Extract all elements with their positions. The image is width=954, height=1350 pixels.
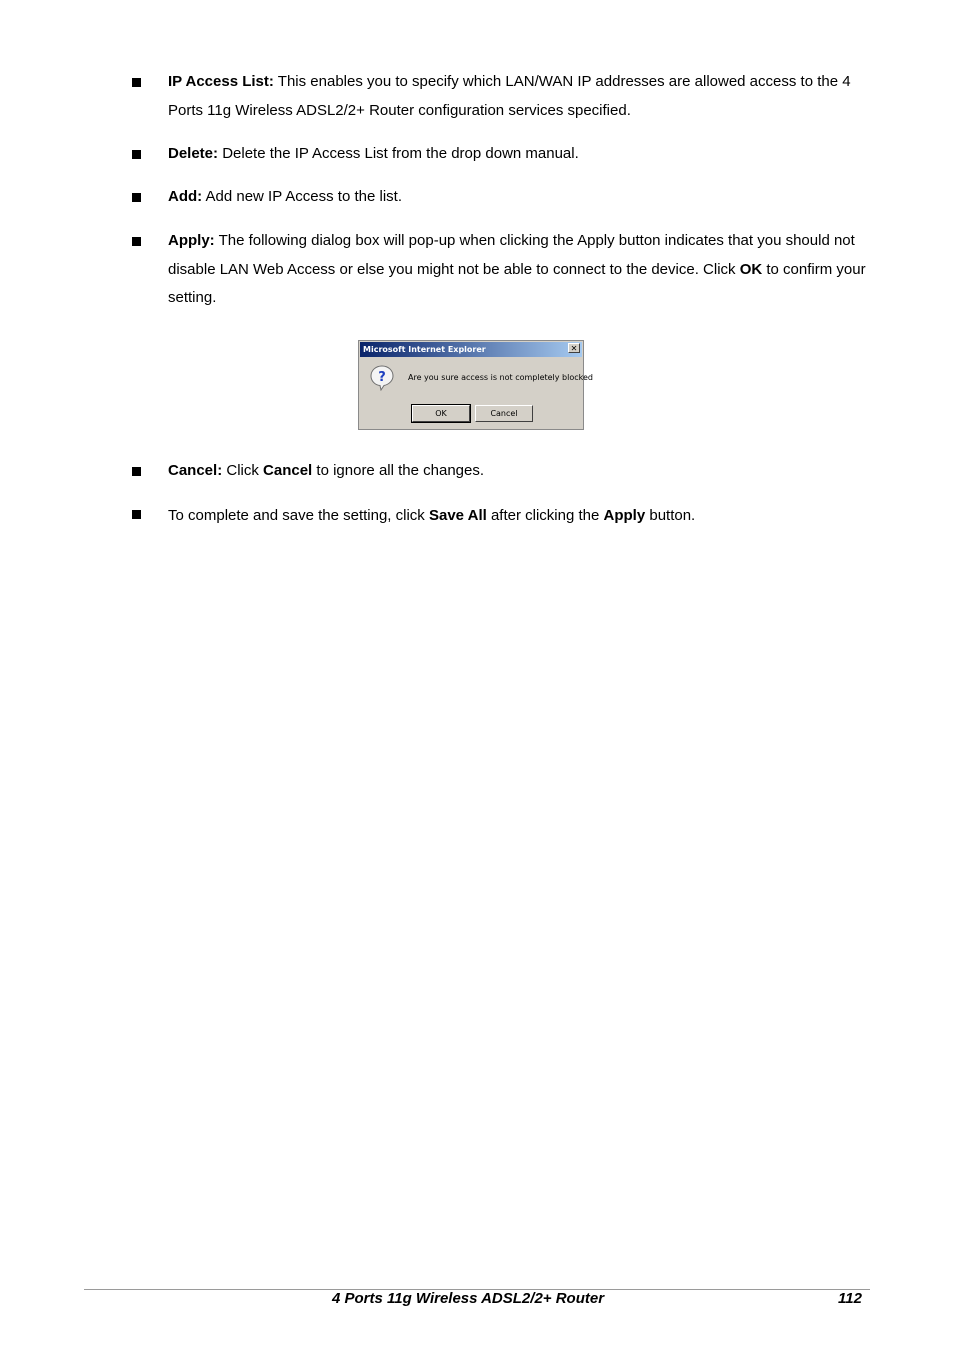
item-description-end: to ignore all the changes. xyxy=(312,462,485,479)
dialog-close-icon[interactable]: ✕ xyxy=(568,343,580,353)
footer-title: 4 Ports 11g Wireless ADSL2/2+ Router xyxy=(332,1290,605,1307)
item-text xyxy=(168,68,868,125)
item-text xyxy=(168,227,868,313)
dialog-title: Microsoft Internet Explorer xyxy=(363,345,486,354)
item-text xyxy=(168,140,868,169)
bullet-square-icon xyxy=(132,467,141,476)
question-icon xyxy=(370,365,394,391)
bullet-square-icon xyxy=(132,510,141,519)
item-description: Delete the IP Access List from the drop down manual. xyxy=(218,145,579,162)
bullet-square-icon xyxy=(132,150,141,159)
item-bold-cancel: Cancel xyxy=(263,462,313,479)
item-text xyxy=(168,457,868,486)
item-bold-save-all: Save All xyxy=(428,507,487,524)
item-term: Delete: xyxy=(168,145,219,162)
item-bold-apply: Apply xyxy=(603,507,646,524)
item-text xyxy=(168,183,868,212)
ok-button[interactable]: OK xyxy=(412,405,470,422)
item-description: Add new IP Access to the list. xyxy=(202,188,402,205)
item-term: Cancel: xyxy=(168,462,223,479)
dialog-title-bar xyxy=(360,342,582,357)
page-number: 112 xyxy=(838,1290,862,1307)
item-description: The following dialog box will pop-up when clicking the Apply button indicates that you should not disable LAN Web Access or else you might not be able to connect to the device. Click xyxy=(168,232,855,278)
item-description-mid: after clicking the xyxy=(486,507,604,524)
bullet-square-icon xyxy=(132,78,141,87)
item-text xyxy=(168,502,868,531)
item-description: Click xyxy=(222,462,264,479)
item-term: Apply: xyxy=(168,232,215,249)
cancel-button[interactable]: Cancel xyxy=(475,405,533,422)
dialog-message: Are you sure access is not completely blocked xyxy=(408,373,593,382)
bullet-square-icon xyxy=(132,237,141,246)
item-description: To complete and save the setting, click xyxy=(168,507,429,524)
bullet-square-icon xyxy=(132,193,141,202)
item-term: IP Access List: xyxy=(168,73,274,90)
item-term: Add: xyxy=(168,188,203,205)
item-description-end: to confirm your setting. xyxy=(168,260,866,307)
item-description: This enables you to specify which LAN/WAN IP addresses are allowed access to the 4 Ports 11g Wireless ADSL2/2+ Router configuration services specified. xyxy=(168,73,851,119)
svg-text:?: ? xyxy=(378,370,386,385)
item-description-end: button. xyxy=(645,507,696,524)
confirm-dialog xyxy=(358,340,593,430)
item-bold-ok: OK xyxy=(739,260,763,278)
